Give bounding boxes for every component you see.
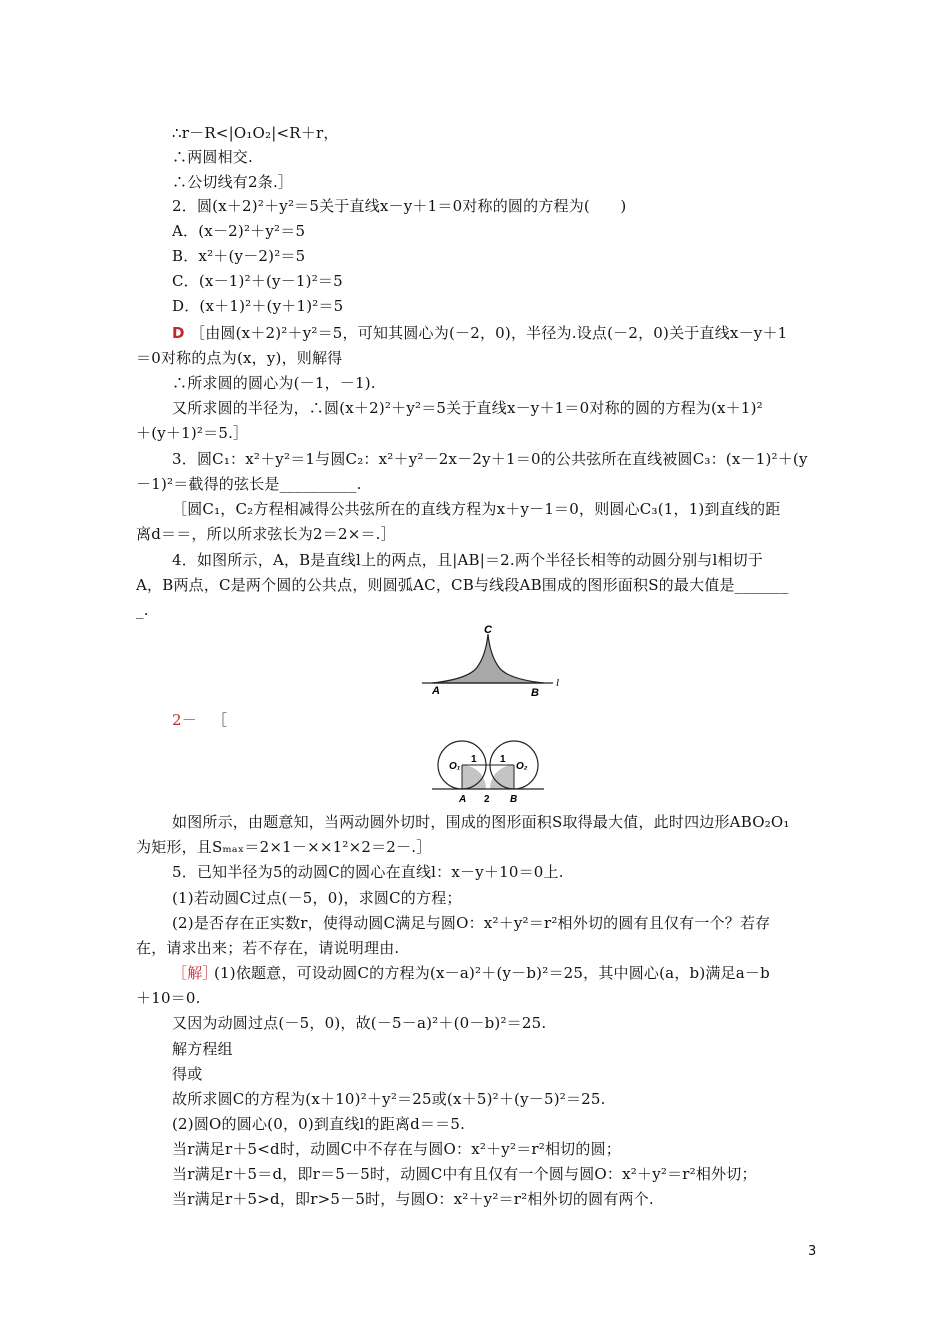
bracket-open: ［ [212, 711, 228, 729]
text-line: 又因为动圆过点(－5，0)，故(－5－a)²＋(0－b)²＝25. [172, 1014, 547, 1032]
text-line: _. [136, 601, 149, 619]
text-line: 当r满足r＋5＝d，即r＝5－5时，动圆C中有且仅有一个圆与圆O：x²＋y²＝r²相外切； [172, 1165, 757, 1183]
text-line: 如图所示，由题意知，当两动圆外切时，围成的图形面积S取得最大值，此时四边形ABO₂O₁ [172, 813, 790, 831]
answer-q4: 2－ [172, 711, 197, 729]
text-line: 解方程组 [172, 1040, 233, 1058]
label-b: B [531, 687, 539, 696]
label-b: B [510, 794, 518, 805]
text-line: ∴公切线有2条.］ [172, 173, 294, 191]
shaded-region-figure [420, 624, 570, 696]
label-o1: O₁ [449, 761, 461, 772]
label-1-left: 1 [471, 754, 477, 765]
text-line: 当r满足r＋5>d，即r>5－5时，与圆O：x²＋y²＝r²相外切的圆有两个. [172, 1190, 654, 1208]
answer-q3: ［圆C₁，C₂方程相减得公共弦所在的直线方程为x＋y－1＝0，则圆心C₃(1，1)到直线的距 [172, 500, 781, 518]
text-line: 故所求圆C的方程为(x＋10)²＋y²＝25或(x＋5)²＋(y－5)²＝25. [172, 1090, 606, 1108]
label-c: C [484, 624, 492, 636]
tangent-circles-figure [428, 738, 548, 806]
text-line: (1)依题意，可设动圆C的方程为(x－a)²＋(y－b)²＝25，其中圆心(a，b)满足a－b [214, 964, 770, 982]
question-3: 3．圆C₁：x²＋y²＝1与圆C₂：x²＋y²－2x－2y＋1＝0的公共弦所在直线被圆C₃：(x－1)²＋(y [172, 450, 808, 468]
label-a: A [432, 685, 440, 696]
text-line: ∴所求圆的圆心为(－1，－1). [172, 374, 376, 392]
text-line: (2)圆O的圆心(0，0)到直线l的距离d＝＝5. [172, 1115, 466, 1133]
text-line: 得或 [172, 1065, 203, 1083]
text-line: A，B两点，C是两个圆的公共点，则圆弧AC，CB与线段AB围成的图形面积S的最大值是_______ [136, 576, 789, 594]
text-line: 在，请求出来；若不存在，请说明理由. [136, 939, 400, 957]
text-line: ＝0对称的点为(x，y)，则解得 [136, 349, 343, 367]
text-line: (1)若动圆C过点(－5，0)，求圆C的方程； [172, 889, 462, 907]
text-line: (2)是否存在正实数r，使得动圆C满足与圆O：x²＋y²＝r²相外切的圆有且仅有一个？若存 [172, 914, 771, 932]
shaded-region [432, 634, 544, 683]
label-a: A [459, 794, 467, 805]
label-l: l [556, 677, 560, 689]
page-number: 3 [808, 1244, 817, 1259]
text-line: ＋10＝0. [136, 989, 201, 1007]
text-line: 又所求圆的半径为，∴圆(x＋2)²＋y²＝5关于直线x－y＋1＝0对称的圆的方程为(x＋1)² [172, 399, 763, 417]
question-4: 4．如图所示，A，B是直线l上的两点，且|AB|＝2.两个半径长相等的动圆分别与l相切于 [172, 551, 764, 569]
question-5: 5．已知半径为5的动圆C的圆心在直线l：x－y＋10＝0上. [172, 863, 564, 881]
answer-q2: D [172, 324, 185, 342]
option-b: B．x²＋(y－2)²＝5 [172, 247, 306, 265]
text-line: ∴两圆相交. [172, 148, 253, 166]
question-2: 2．圆(x＋2)²＋y²＝5关于直线x－y＋1＝0对称的圆的方程为( ) [172, 197, 627, 215]
text-line: ＋(y＋1)²＝5.］ [136, 424, 249, 442]
label-2: 2 [484, 794, 490, 805]
option-c: C．(x－1)²＋(y－1)²＝5 [172, 272, 343, 290]
text-line: 离d＝＝，所以所求弦长为2＝2×＝.］ [136, 525, 396, 543]
label-o2: O₂ [516, 761, 528, 772]
option-d: D．(x＋1)²＋(y＋1)²＝5 [172, 297, 344, 315]
text-line: 为矩形，且Sₘₐₓ＝2×1－××1²×2＝2－.］ [136, 838, 432, 856]
solution-tag: ［解］ [172, 964, 218, 982]
text-line: 当r满足r＋5<d时，动圆C中不存在与圆O：x²＋y²＝r²相切的圆； [172, 1140, 621, 1158]
text-line: ［由圆(x＋2)²＋y²＝5，可知其圆心为(－2，0)，半径为.设点(－2，0)关于直线x－y＋1 [190, 324, 788, 342]
text-line: －1)²＝截得的弦长是__________. [136, 475, 362, 493]
text-line: ∴r－R<|O₁O₂|<R＋r， [172, 124, 339, 142]
label-1-right: 1 [500, 754, 506, 765]
option-a: A．(x－2)²＋y²＝5 [172, 222, 306, 240]
